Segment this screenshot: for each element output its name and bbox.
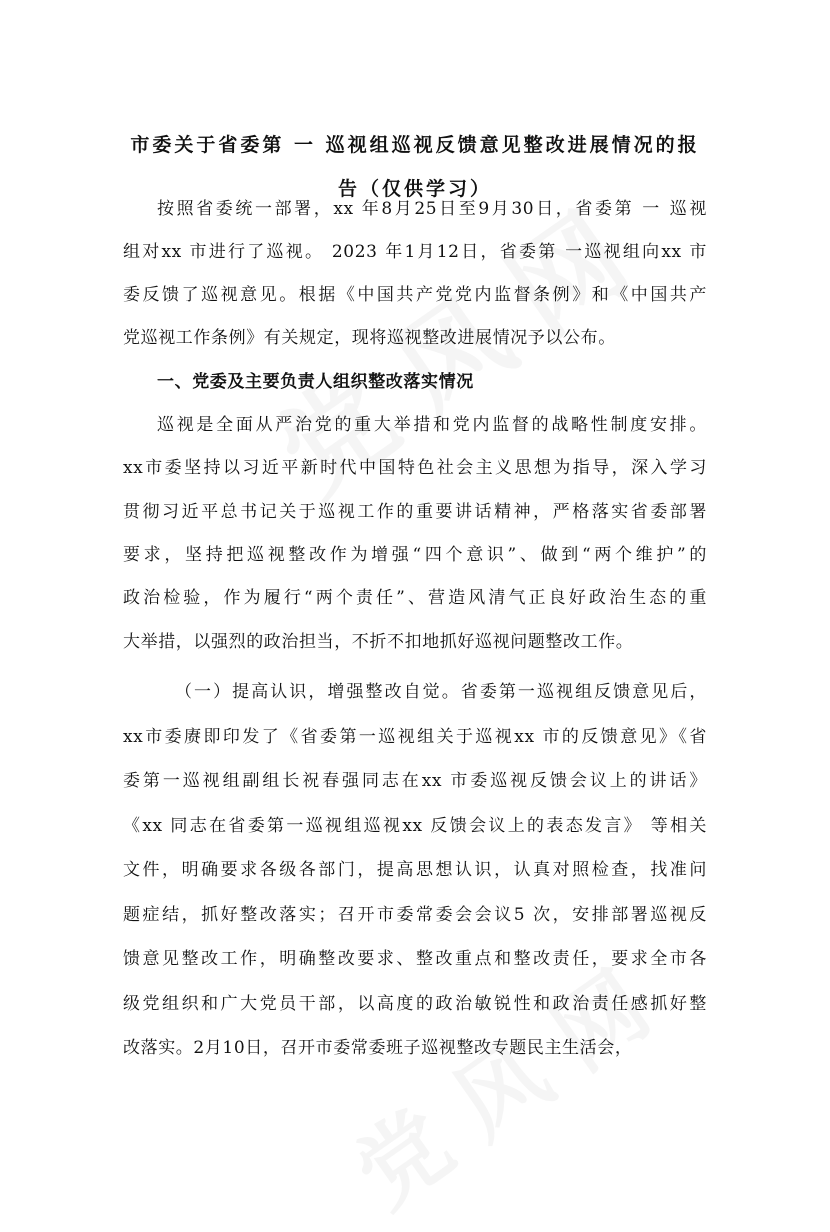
paragraph-line: xx市委坚持以习近平新时代中国特色社会主义思想为指导，深入学习	[123, 458, 707, 478]
paragraph-line: 文件，明确要求各级各部门，提高思想认识，认真对照检查，找准问	[123, 860, 707, 880]
paragraph-line: 党巡视工作条例》有关规定，现将巡视整改进展情况予以公布。	[123, 328, 616, 348]
paragraph-line: 贯彻习近平总书记关于巡视工作的重要讲话精神，严格落实省委部署	[123, 502, 707, 522]
paragraph-line: xx市委赓即印发了《省委第一巡视组关于巡视xx 市的反馈意见》《省	[123, 727, 707, 747]
paragraph-line: 题症结，抓好整改落实；召开市委常委会会议5 次，安排部署巡视反	[123, 905, 707, 925]
paragraph-line: 《xx 同志在省委第一巡视组巡视xx 反馈会议上的表态发言》 等相关	[123, 816, 707, 836]
paragraph-line: 组对xx 市进行了巡视。 2023 年1月12日，省委第 一巡视组向xx 市	[123, 242, 707, 262]
paragraph-line: 大举措，以强烈的政治担当，不折不扣地抓好巡视问题整改工作。	[123, 632, 634, 652]
document-title-line-1: 市委关于省委第 一 巡视组巡视反馈意见整改进展情况的报	[130, 134, 700, 156]
paragraph-line: 馈意见整改工作，明确整改要求、整改重点和整改责任，要求全市各	[123, 949, 707, 969]
paragraph-line: 改落实。2月10日，召开市委常委班子巡视整改专题民主生活会，	[123, 1038, 633, 1058]
paragraph-line: 要求，坚持把巡视整改作为增强“四个意识”、做到“两个维护”的	[123, 545, 707, 565]
paragraph-line: 按照省委统一部署，xx 年8月25日至9月30日，省委第 一 巡视	[157, 199, 707, 219]
paragraph-line: 级党组织和广大党员干部，以高度的政治敏锐性和政治责任感抓好整	[123, 994, 707, 1014]
paragraph-line: 政治检验，作为履行“两个责任”、营造风清气正良好政治生态的重	[123, 588, 707, 608]
paragraph-line: 委反馈了巡视意见。根据《中国共产党党内监督条例》和《中国共产	[123, 285, 707, 305]
document-title-line-2: 告（仅供学习）	[337, 178, 492, 200]
paragraph-line: 巡视是全面从严治党的重大举措和党内监督的战略性制度安排。	[157, 415, 707, 435]
paragraph-line: 委第一巡视组副组长祝春强同志在xx 市委巡视反馈会议上的讲话》	[123, 771, 707, 791]
paragraph-line: （一）提高认识，增强整改自觉。省委第一巡视组反馈意见后，	[175, 682, 707, 702]
section-heading: 一、党委及主要负责人组织整改落实情况	[157, 372, 474, 392]
